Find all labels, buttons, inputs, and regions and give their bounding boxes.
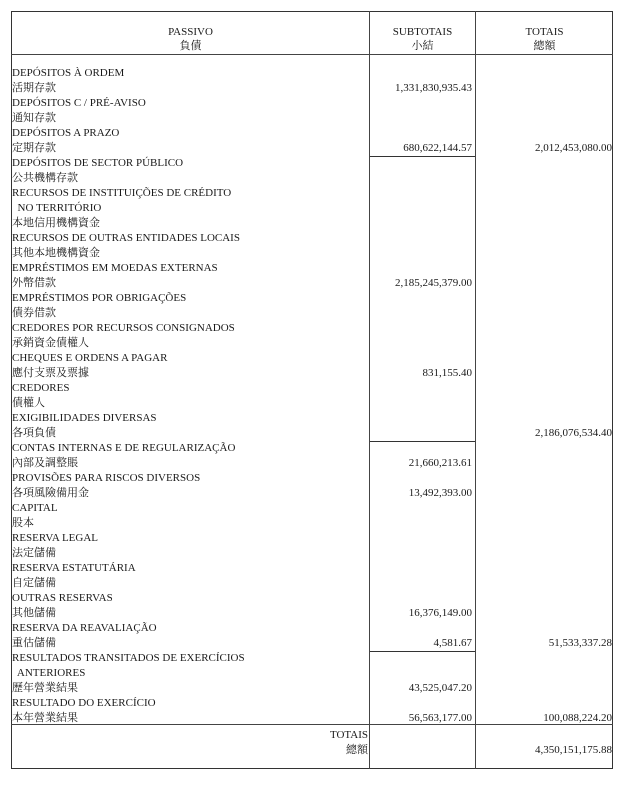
line-label: DEPÓSITOS À ORDEM [12, 67, 125, 79]
line-label: 公共機構存款 [12, 172, 78, 184]
line-label: 本地信用機構資金 [12, 217, 100, 229]
subtotal-value: 831,155.40 [422, 367, 472, 379]
line-label: RESULTADO DO EXERCÍCIO [12, 697, 156, 709]
subtotal-value: 4,581.67 [433, 637, 472, 649]
header-totais: TOTAIS [525, 26, 564, 38]
line-label: EMPRÉSTIMOS POR OBRIGAÇÕES [12, 292, 187, 304]
line-label: EXIGIBILIDADES DIVERSAS [12, 412, 157, 424]
total-value: 2,012,453,080.00 [535, 142, 612, 154]
grand-total-label-zh: 總額 [346, 744, 368, 756]
line-label: OUTRAS RESERVAS [12, 592, 113, 604]
line-label: CONTAS INTERNAS E DE REGULARIZAÇÃO [12, 442, 236, 454]
line-label: ANTERIORES [12, 667, 86, 679]
header-subtotais-zh: 小結 [411, 40, 434, 52]
subtotal-value: 1,331,830,935.43 [395, 82, 472, 94]
column-header-totais [476, 25, 613, 53]
line-label: RECURSOS DE OUTRAS ENTIDADES LOCAIS [12, 232, 240, 244]
subtotal-rule [370, 441, 475, 442]
line-label: DEPÓSITOS DE SECTOR PÚBLICO [12, 157, 184, 169]
line-label: RESERVA LEGAL [12, 532, 99, 544]
line-label: NO TERRITÓRIO [12, 202, 102, 214]
column-header-subtotais [370, 25, 475, 53]
line-label: CREDORES POR RECURSOS CONSIGNADOS [12, 322, 235, 334]
line-label: 承銷資金債權人 [12, 337, 89, 349]
total-value: 100,088,224.20 [543, 712, 612, 724]
column-divider [369, 11, 370, 769]
line-label: RESERVA ESTATUTÁRIA [12, 562, 136, 574]
subtotal-value: 43,525,047.20 [408, 682, 472, 694]
grand-total-value: 4,350,151,175.88 [535, 744, 612, 756]
line-label: 其他儲備 [12, 607, 56, 619]
header-subtotais: SUBTOTAIS [392, 26, 453, 38]
line-label: 債券借款 [12, 307, 56, 319]
line-label: 外幣借款 [12, 277, 56, 289]
line-label: CAPITAL [12, 502, 58, 514]
line-label: CHEQUES E ORDENS A PAGAR [12, 352, 168, 364]
line-label: RESERVA DA REAVALIAÇÃO [12, 622, 157, 634]
line-label: 自定儲備 [12, 577, 56, 589]
line-label: RECURSOS DE INSTITUIÇÕES DE CRÉDITO [12, 187, 232, 199]
line-label: 歷年營業結果 [12, 682, 78, 694]
grand-total-rule [11, 724, 613, 725]
line-label: 股本 [12, 517, 34, 529]
line-label: RESULTADOS TRANSITADOS DE EXERCÍCIOS [12, 652, 245, 664]
line-label: 活期存款 [12, 82, 56, 94]
subtotal-value: 2,185,245,379.00 [395, 277, 472, 289]
header-passivo: PASSIVO [168, 26, 213, 38]
subtotal-rule [370, 651, 475, 652]
line-label: DEPÓSITOS A PRAZO [12, 127, 120, 139]
subtotal-value: 680,622,144.57 [403, 142, 472, 154]
total-value: 2,186,076,534.40 [535, 427, 612, 439]
line-label: 其他本地機構資金 [12, 247, 100, 259]
line-label: 內部及調整賬 [12, 457, 78, 469]
grand-total-label: TOTAIS [329, 729, 368, 741]
header-passivo-zh: 負債 [179, 40, 202, 52]
subtotal-value: 13,492,393.00 [408, 487, 472, 499]
subtotal-value: 21,660,213.61 [408, 457, 472, 469]
subtotal-value: 16,376,149.00 [408, 607, 472, 619]
subtotal-value: 56,563,177.00 [408, 712, 472, 724]
line-label: EMPRÉSTIMOS EM MOEDAS EXTERNAS [12, 262, 218, 274]
subtotal-rule [370, 156, 475, 157]
line-label: 通知存款 [12, 112, 56, 124]
header-totais-zh: 總額 [533, 40, 556, 52]
line-label: CREDORES [12, 382, 70, 394]
line-label: 各項風險備用金 [12, 487, 89, 499]
line-label: DEPÓSITOS C / PRÉ-AVISO [12, 97, 146, 109]
line-label: 法定儲備 [12, 547, 56, 559]
header-rule [11, 54, 613, 55]
total-value: 51,533,337.28 [548, 637, 612, 649]
line-label: 各項負債 [12, 427, 56, 439]
column-divider [475, 11, 476, 769]
line-label: 債權人 [12, 397, 45, 409]
line-label: 應付支票及票據 [12, 367, 89, 379]
line-label: 重估儲備 [12, 637, 56, 649]
line-label: 定期存款 [12, 142, 56, 154]
column-header-passivo [12, 25, 369, 53]
line-label: 本年營業結果 [12, 712, 78, 724]
line-label: PROVISÕES PARA RISCOS DIVERSOS [12, 472, 201, 484]
